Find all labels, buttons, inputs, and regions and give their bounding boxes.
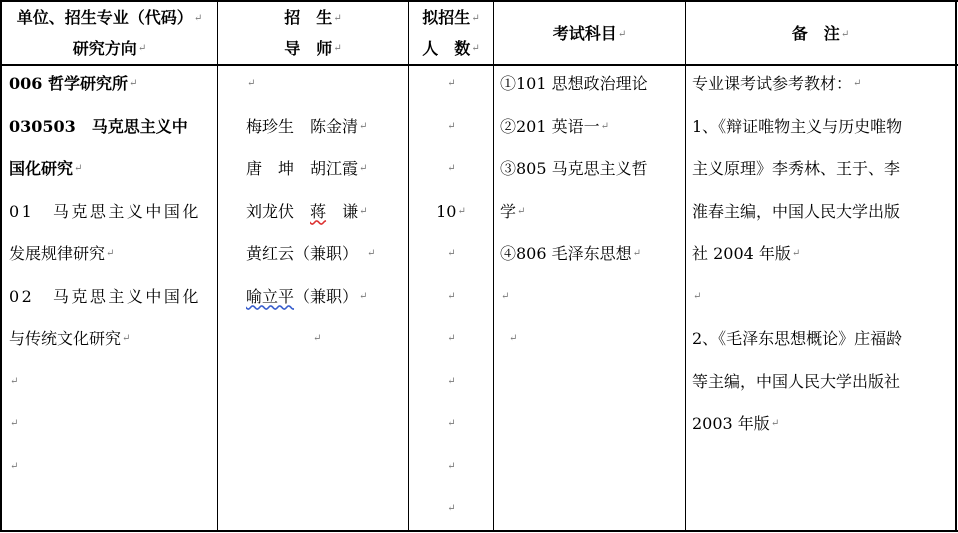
exams-cell (500, 63, 684, 361)
advisor-row (246, 276, 406, 319)
book-1-line: 淮春主编，中国人民大学出版 (692, 201, 901, 221)
unit-row (9, 361, 215, 404)
paragraph-mark: ↵ (367, 248, 376, 260)
header-advisor-line2: 导 师 (284, 38, 333, 58)
major-name-cont: 国化研究 (9, 159, 74, 178)
paragraph-mark: ↵ (693, 290, 702, 302)
advisor-name: 唐 坤 (246, 159, 295, 178)
column-divider-3 (493, 0, 494, 532)
book-2-line: 2、《毛泽东思想概论》庄福龄 (692, 329, 903, 348)
direction-2-cont: 与传统文化研究 (9, 329, 122, 348)
quota-row (409, 318, 493, 361)
note-row (692, 191, 954, 234)
advisor-row (246, 318, 406, 361)
note-row (692, 148, 954, 191)
paragraph-mark: ↵ (791, 248, 801, 260)
header-exams-label: 考试科目 (552, 24, 617, 43)
paragraph-mark: ↵ (840, 28, 850, 40)
exam-row (500, 276, 684, 319)
advisor-name: 黄红云（兼职） (246, 244, 351, 263)
exam-row (500, 106, 684, 149)
header-exams (494, 19, 685, 50)
advisor-row (246, 63, 406, 106)
advisor-name: 喻立平 (246, 286, 295, 306)
paragraph-mark: ↵ (509, 333, 518, 345)
paragraph-mark: ↵ (447, 163, 456, 175)
paragraph-mark: ↵ (359, 205, 368, 217)
notes-cell (692, 63, 954, 446)
exam-row (500, 148, 684, 191)
paragraph-mark: ↵ (359, 163, 368, 175)
exam-row (500, 191, 684, 234)
unit-row (9, 233, 215, 276)
paragraph-mark: ↵ (447, 120, 456, 132)
paragraph-mark: ↵ (517, 205, 526, 217)
advisor-row (246, 233, 406, 276)
header-advisor (218, 3, 408, 64)
unit-row (9, 446, 215, 489)
book-1-line: 主义原理》李秀林、王于、李 (692, 159, 901, 178)
unit-row (9, 191, 215, 234)
unit-row (9, 276, 215, 319)
paragraph-mark: ↵ (10, 375, 19, 387)
paragraph-mark: ↵ (617, 28, 627, 40)
header-quota-line2: 人 数 (422, 38, 471, 58)
department-name: 006 哲学研究所 (9, 74, 128, 93)
book-1-line: 1、《辩证唯物主义与历史唯物 (692, 116, 903, 136)
header-unit-line1: 单位、招生专业（代码） (16, 8, 193, 27)
quota-value: 10 (436, 201, 457, 221)
note-row (692, 318, 954, 361)
unit-row (9, 148, 215, 191)
quota-row (409, 276, 493, 319)
unit-row (9, 318, 215, 361)
quota-row (409, 233, 493, 276)
direction-2: 02 马克思主义中国化 (9, 286, 201, 306)
paragraph-mark: ↵ (122, 333, 131, 345)
advisor-note: （兼职） (294, 286, 359, 306)
major-code-name: 030503 马克思主义中 (9, 116, 188, 136)
header-unit-line2: 研究方向 (72, 38, 137, 58)
paragraph-mark: ↵ (447, 248, 456, 260)
column-divider-4 (685, 0, 686, 532)
table-border-right (955, 0, 957, 532)
paragraph-mark: ↵ (853, 78, 862, 90)
header-quota (409, 3, 493, 64)
book-2-line: 2003 年版 (692, 414, 770, 433)
advisor-row (246, 191, 406, 234)
paragraph-mark: ↵ (333, 12, 342, 24)
note-row (692, 106, 954, 149)
quota-row (409, 191, 493, 234)
note-row (692, 276, 954, 319)
advisor-row (246, 106, 406, 149)
advisor-name: 梅珍生 (246, 116, 295, 136)
advisor-name: 陈金清 (310, 116, 359, 136)
book-1-line: 社 2004 年版 (692, 244, 791, 263)
advisor-name: 谦 (342, 201, 359, 221)
paragraph-mark: ↵ (471, 43, 480, 54)
advisor-name: 胡江霞 (310, 159, 359, 178)
paragraph-mark: ↵ (447, 503, 456, 515)
advisor-row (246, 148, 406, 191)
paragraph-mark: ↵ (333, 43, 342, 54)
exam-row (500, 318, 684, 361)
note-row (692, 403, 954, 446)
paragraph-mark: ↵ (247, 78, 256, 90)
unit-row (9, 106, 215, 149)
paragraph-mark: ↵ (137, 43, 147, 54)
paragraph-mark: ↵ (600, 120, 610, 132)
header-unit-major (2, 3, 217, 64)
paragraph-mark: ↵ (128, 78, 138, 90)
paragraph-mark: ↵ (501, 290, 510, 302)
note-row (692, 63, 954, 106)
exam-subject-1: ①101 思想政治理论 (500, 74, 648, 93)
paragraph-mark: ↵ (632, 248, 642, 260)
paragraph-mark: ↵ (193, 12, 203, 24)
quota-row (409, 446, 493, 489)
unit-cell (9, 63, 215, 488)
paragraph-mark: ↵ (74, 163, 83, 175)
unit-row (9, 403, 215, 446)
paragraph-mark: ↵ (447, 460, 456, 472)
paragraph-mark: ↵ (447, 290, 456, 302)
paragraph-mark: ↵ (447, 418, 456, 430)
exam-row (500, 233, 684, 276)
paragraph-mark: ↵ (10, 460, 19, 472)
quota-row (409, 488, 493, 531)
notes-intro: 专业课考试参考教材： (692, 74, 853, 93)
header-advisor-line1: 招 生 (284, 8, 333, 27)
exam-subject-4: ④806 毛泽东思想 (500, 244, 632, 263)
header-quota-line1: 拟招生 (422, 8, 471, 27)
advisor-name: 刘龙伏 (246, 201, 295, 221)
header-notes (686, 19, 955, 50)
quota-row (409, 106, 493, 149)
note-row (692, 361, 954, 404)
paragraph-mark: ↵ (447, 375, 456, 387)
advisors-cell (246, 63, 406, 361)
direction-1-cont: 发展规律研究 (9, 244, 106, 263)
unit-row (9, 63, 215, 106)
paragraph-mark: ↵ (447, 78, 456, 90)
paragraph-mark: ↵ (447, 333, 456, 345)
exam-subject-3: ③805 马克思主义哲 (500, 159, 648, 178)
quota-row (409, 361, 493, 404)
paragraph-mark: ↵ (10, 418, 19, 430)
quota-row (409, 148, 493, 191)
direction-1: 01 马克思主义中国化 (9, 201, 201, 221)
paragraph-mark: ↵ (313, 333, 322, 345)
exam-subject-3-cont: 学 (500, 201, 517, 221)
exam-row (500, 63, 684, 106)
exam-subject-2: ②201 英语一 (500, 116, 600, 136)
paragraph-mark: ↵ (770, 418, 780, 430)
quota-row (409, 63, 493, 106)
quota-row (409, 403, 493, 446)
paragraph-mark: ↵ (457, 205, 466, 217)
paragraph-mark: ↵ (471, 12, 480, 24)
note-row (692, 233, 954, 276)
paragraph-mark: ↵ (359, 120, 368, 132)
book-2-line: 等主编，中国人民大学出版社 (692, 371, 901, 391)
paragraph-mark: ↵ (359, 290, 368, 302)
paragraph-mark: ↵ (106, 248, 115, 260)
advisor-name: 蒋 (310, 201, 327, 221)
quota-cell (409, 63, 493, 531)
table-border-top (0, 0, 958, 2)
column-divider-1 (217, 0, 218, 532)
table-border-left (0, 0, 2, 532)
header-notes-label: 备 注 (791, 24, 840, 43)
